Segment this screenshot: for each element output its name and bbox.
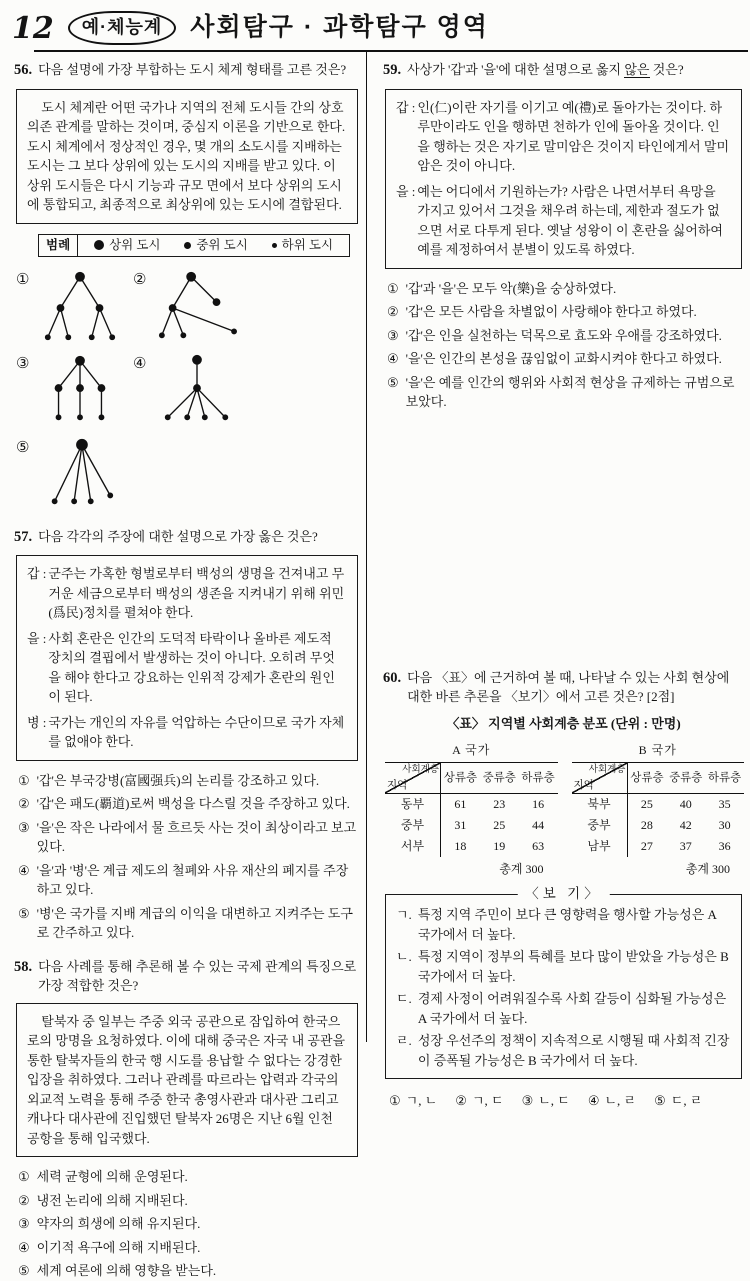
option-number: ② [387,304,399,320]
option-number: ① [16,271,30,288]
question-56-stem [14,60,360,82]
option-number: ④ [587,1093,600,1109]
answer-option [387,279,744,299]
speaker-eul [27,629,347,707]
column-header: 하류층 [521,772,555,785]
tree-diagram-icon [148,267,246,347]
option-number: ③ [387,327,399,343]
answer-option [18,904,360,943]
column-header: 상류층 [630,772,664,785]
option-number: ② [455,1093,467,1109]
table-row [572,794,745,815]
option-text: 세계 여론에 의해 영향을 받는다. [36,1263,217,1279]
page-title: 사회탐구 · 과학탐구 영역 [190,13,489,42]
speaker-gap [27,564,347,623]
option-text: ㄱ, ㄴ [405,1093,438,1109]
table-total: 총계 300 [499,862,544,877]
table-cell: 16 [532,797,545,812]
table-country-a [385,741,558,878]
answer-option [522,1091,570,1111]
bogi-text: 특정 지역 주민이 보다 큰 영향력을 행사할 가능성은 A 국가에서 더 높다. [417,907,717,942]
table-cell: 30 [718,818,731,833]
corner-label-region: 지역 [387,779,408,791]
speaker-label: 을 : [27,630,47,646]
question-number: 60. [383,669,402,686]
answer-option [455,1091,503,1111]
bogi-box [385,886,742,1079]
bogi-item [396,1031,731,1070]
answer-option [588,1091,636,1111]
speaker-eul [396,182,731,260]
table-header [385,762,558,794]
answer-option [18,861,360,900]
answer-option [387,373,744,412]
option-number: ⑤ [654,1093,666,1109]
row-label: 남부 [572,836,628,857]
table-row [385,794,558,815]
table-cell: 28 [640,818,653,833]
table-total: 총계 300 [685,862,730,877]
option-text: '을'은 작은 나라에서 물 흐르듯 사는 것이 최상이라고 보고 있다. [36,819,357,855]
left-column [0,52,366,1279]
diagram-option-3 [16,351,133,431]
diagram-option-2 [133,267,250,347]
question-59-options [383,279,744,412]
table-cell: 25 [640,797,653,812]
legend-item-lower [272,236,333,255]
question-60-answers [389,1091,744,1111]
table-cell: 27 [640,839,653,854]
row-label: 중부 [385,815,441,836]
question-60-stem [383,668,744,707]
option-number: ③ [18,819,30,835]
answer-option [654,1091,702,1111]
option-number: ① [389,1093,401,1109]
option-text: '갑'과 '을'은 모두 악(樂)을 숭상하였다. [405,280,617,296]
bogi-text: 성장 우선주의 정책이 지속적으로 시행될 때 사회적 긴장이 증폭될 가능성은 B 국가에서 더 높다. [417,1033,730,1068]
option-number: ② [18,1192,30,1208]
question-text: 다음 각각의 주장에 대한 설명으로 가장 옳은 것은? [38,528,318,544]
table-cell: 18 [454,839,467,854]
option-number: ③ [521,1093,534,1109]
option-text: '병'은 국가를 지배 계급의 이익을 대변하고 지켜주는 도구로 간주하고 있다. [36,905,353,941]
city-hierarchy-diagrams [16,267,360,519]
track-badge: 예·체능계 [68,11,177,45]
corner-label-region: 지역 [573,779,594,791]
blank-space [383,416,744,668]
option-text: '을'은 예를 인간의 행위와 사회적 현상을 규제하는 규범으로 보았다. [405,374,735,410]
question-text: 다음 〈표〉에 근거하여 볼 때, 나타날 수 있는 사회 현상에 대한 바른 추론을 〈보기〉에서 고른 것은? [2점] [407,669,730,705]
answer-option [387,302,744,322]
table-cell: 61 [454,797,467,812]
table-cell: 19 [493,839,506,854]
bogi-label: 〈보 기〉 [517,884,609,904]
option-number: ① [387,280,399,296]
question-57-passage-box [16,555,358,761]
legend-item-label: 중위 도시 [196,237,248,252]
tree-diagram-icon [31,267,129,347]
legend-label: 범례 [39,235,78,256]
table-row [385,836,558,857]
legend-items [78,235,349,256]
option-text: ㄴ, ㄹ [604,1093,637,1109]
column-header: 중류층 [669,772,703,785]
row-label: 동부 [385,794,441,815]
speaker-text: 국가는 개인의 자유를 억압하는 수단이므로 국가 자체를 없애야 한다. [48,714,345,750]
diagonal-header-cell [385,763,441,793]
option-number: ④ [133,355,147,372]
answer-option [18,771,360,791]
row-label: 북부 [572,794,628,815]
two-column-layout [0,52,750,1279]
table-cell: 36 [718,839,731,854]
question-number: 57. [14,528,33,545]
option-number: ④ [387,351,399,367]
legend-item-label: 하위 도시 [281,237,334,252]
question-59-passage-box [385,89,742,269]
answer-option [18,794,360,814]
diagram-option-1 [16,267,133,347]
table-cell: 35 [718,797,731,812]
answer-option [18,1214,360,1234]
table-header [572,762,745,794]
table-cell: 42 [679,818,692,833]
corner-label-class: 사회계층 [588,765,626,776]
option-text: 약자의 희생에 의해 유지된다. [36,1216,201,1232]
row-label: 서부 [385,836,441,857]
option-text: ㄴ, ㄷ [538,1093,570,1109]
option-text: ㄷ, ㄹ [670,1093,703,1109]
speaker-label: 갑 : [396,99,416,115]
option-text: 이기적 욕구에 의해 지배된다. [36,1239,201,1255]
diagonal-header-cell [572,763,628,793]
table-row [385,815,558,836]
column-header: 중류층 [482,772,516,785]
answer-option [18,1238,360,1258]
option-number: ⑤ [18,905,30,921]
speaker-text: 군주는 가혹한 형벌로부터 백성의 생명을 건져내고 무거운 세금으로부터 백성의 생존을 지켜내기 위해 위민(爲民)정치를 펼쳐야 한다. [48,566,345,621]
table-title: 〈표〉 지역별 사회계층 분포 (단위 : 만명) [446,715,681,731]
legend-box [38,234,350,257]
speaker-gap [396,98,731,176]
answer-option [387,349,744,369]
answer-option [18,818,360,857]
bogi-text: 경제 사정이 어려워질수록 사회 갈등이 심화될 가능성은 A 국가에서 더 높다. [417,991,727,1026]
answer-option [18,1191,360,1211]
question-60 [383,668,744,1111]
question-text: 다음 설명에 가장 부합하는 도시 체계 형태를 고른 것은? [38,62,347,77]
question-text: 사상가 '갑'과 '을'에 대한 설명으로 옳지 않은 것은? [407,62,684,77]
speaker-text: 예는 어디에서 기원하는가? 사람은 나면서부터 욕망을 가지고 있어서 그것을 채우려 하는데, 제한과 절도가 없으면 서로 다투게 된다. 옛날 성왕이 이 혼란을 싫어하여 예를 제정하여서 분별이 있도록 하였다. [417,183,723,258]
legend-item-middle [184,236,247,255]
question-number: 59. [383,62,402,78]
question-58 [14,957,360,1281]
diagram-option-4 [133,351,250,431]
table-row [572,815,745,836]
country-label: A 국가 [452,743,491,758]
speaker-byeong [27,713,347,752]
question-56-passage-box [16,89,358,224]
bogi-key: ㄷ. [396,991,412,1007]
right-column [366,52,750,1109]
passage-text: 탈북자 중 일부는 주중 외국 공관으로 잠입하여 한국으로의 망명을 요청하였다. 이에 대해 중국은 자국 내 공관을 통한 탈북자들의 한국 행 시도를 용납할 수 없다는 강경한 입장을 취하였다. 그러나 관례를 따르라는 압력과 각국의 외교적 노력을 통해 주중 한국 총영사관과 대사관 그리고 캐나다 대사관에 진입했던 탈북자 26명은 지난 6월 인천 공항을 통해 입국했다. [27,1013,346,1146]
question-59-stem [383,60,744,82]
passage-text: 도시 체계란 어떤 국가나 지역의 전체 도시들 간의 상호 의존 관계를 말하는 것이며, 중심지 이론을 기반으로 한다. 도시 체계에서 정상적인 경우, 몇 개의 소도시를 지배하는 도시는 그 보다 상위에 있는 도시의 지배를 받고 있다. 이 상위 도시들은 다시 기능과 규모 면에서 보다 상위의 도시에 통합되고, 최종적으로 최상위에 있는 도시에 결합된다. [27,99,346,213]
question-58-passage-box [16,1003,358,1158]
question-58-options [14,1167,360,1281]
question-58-stem [14,957,360,996]
diagram-option-5 [16,435,133,515]
table-row [572,836,745,857]
distribution-tables [385,741,744,878]
answer-option [18,1167,360,1187]
option-text: 세력 균형에 의해 운영된다. [36,1169,188,1185]
option-number: ④ [18,1239,30,1255]
question-57-stem [14,527,360,549]
answer-option [18,1261,360,1281]
bogi-text: 특정 지역이 정부의 특혜를 보다 많이 받았을 가능성은 B 국가에서 더 높다. [417,949,729,984]
tree-diagram-icon [31,351,129,431]
option-number: ① [18,1169,30,1185]
page-number: 12 [12,10,54,46]
question-text: 다음 사례를 통해 추론해 볼 수 있는 국제 관계의 특징으로 가장 적합한 것은? [38,958,357,994]
column-header: 상류층 [443,772,478,785]
option-number: ① [18,772,30,788]
table-cell: 31 [454,818,467,833]
large-city-dot-icon [94,240,104,250]
underlined-word: 않은 [624,62,650,77]
country-label: B 국가 [638,743,677,758]
medium-city-dot-icon [184,242,191,249]
option-number: ④ [18,862,30,878]
tree-diagram-icon [148,351,246,431]
question-57 [14,527,360,943]
option-number: ③ [18,1216,30,1232]
option-number: ② [133,271,147,288]
speaker-label: 갑 : [27,566,47,582]
bogi-item [396,947,731,986]
table-cell: 40 [679,797,692,812]
table-cell: 37 [679,839,692,854]
tree-diagram-icon [31,435,129,515]
bogi-item [396,989,731,1028]
option-text: '갑'은 모든 사람을 차별없이 사랑해야 한다고 하였다. [405,304,697,320]
answer-option [389,1091,437,1111]
speaker-label: 병 : [27,714,47,730]
speaker-text: 사회 혼란은 인간의 도덕적 타락이나 올바른 제도적 장치의 결핍에서 발생하는 것이 아니다. 오히려 무엇을 해야 한다고 강요하는 인위적 강제가 혼란의 원인이 된다. [48,630,335,705]
bogi-key: ㄱ. [396,907,412,923]
page-header [0,0,750,48]
option-text: 냉전 논리에 의해 지배된다. [36,1192,188,1208]
legend-item-upper [94,236,160,255]
legend-item-label: 상위 도시 [109,237,161,252]
table-cell: 23 [493,797,506,812]
speaker-label: 을 : [396,183,416,199]
question-57-options [14,771,360,943]
row-label: 중부 [572,815,628,836]
option-text: ㄱ, ㄷ [471,1093,504,1109]
table-cell: 25 [493,818,506,833]
option-text: '을'과 '병'은 계급 제도의 철폐와 사유 재산의 폐지를 주장하고 있다. [36,862,349,898]
question-number: 58. [14,958,33,975]
option-number: ⑤ [387,374,399,390]
bogi-item [396,905,731,944]
small-city-dot-icon [272,243,277,248]
option-number: ⑤ [16,439,30,456]
table-cell: 63 [532,839,545,854]
speaker-text: 인(仁)이란 자기를 이기고 예(禮)로 돌아가는 것이다. 하루만이라도 인을 행하면 천하가 인에 돌아올 것이다. 인을 행하는 것은 자기로 말미암은 것이지 타인에게서 말미암은 것이 아니다. [417,99,730,174]
bogi-key: ㄹ. [396,1033,412,1049]
column-header: 하류층 [707,772,742,785]
table-country-b [572,741,745,878]
option-text: '갑'은 부국강병(富國强兵)의 논리를 강조하고 있다. [36,772,320,788]
option-text: '갑'은 패도(覇道)로써 백성을 다스릴 것을 주장하고 있다. [36,796,350,812]
option-text: '을'은 인간의 본성을 끊임없이 교화시켜야 한다고 하였다. [405,351,722,367]
option-number: ⑤ [18,1263,30,1279]
answer-option [387,326,744,346]
bogi-key: ㄴ. [396,949,412,965]
table-cell: 44 [532,818,545,833]
question-56 [14,60,360,519]
question-number: 56. [14,62,33,78]
option-text: '갑'은 인을 실천하는 덕목으로 효도와 우애를 강조하였다. [405,327,722,343]
option-number: ③ [16,355,30,372]
question-59 [383,60,744,412]
corner-label-class: 사회계층 [402,765,439,776]
option-number: ② [18,796,30,812]
